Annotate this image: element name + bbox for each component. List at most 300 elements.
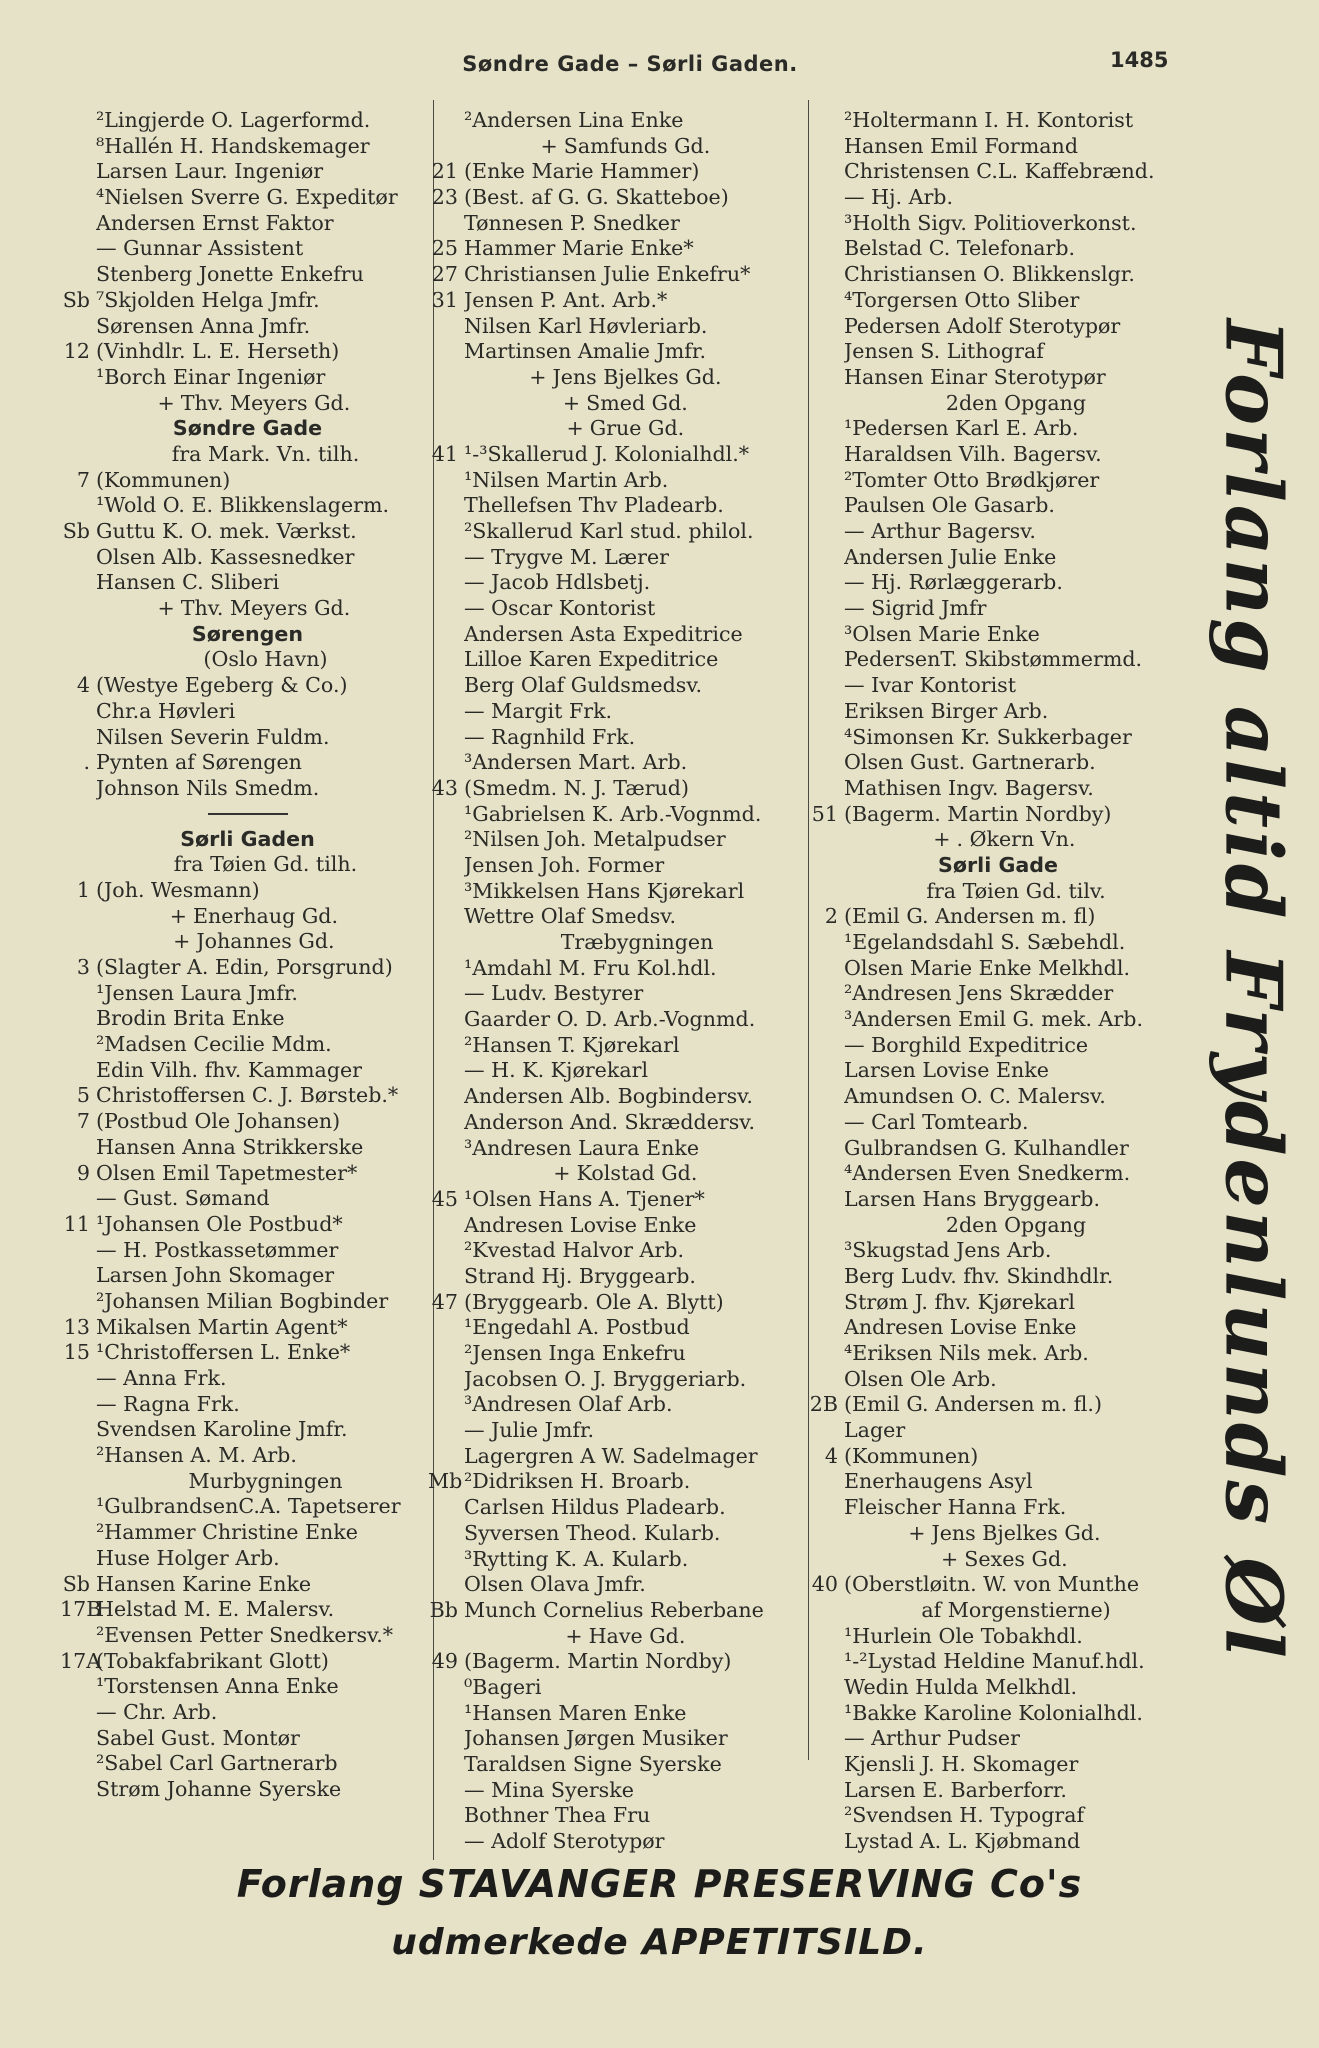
- directory-entry: [808, 185, 1188, 211]
- house-number: [60, 545, 96, 571]
- entry-text: — Gunnar Assistent: [96, 236, 304, 261]
- directory-entry: [428, 1264, 810, 1290]
- directory-entry: [808, 391, 1188, 417]
- house-number: [808, 1290, 844, 1316]
- directory-entry: [60, 1263, 435, 1289]
- directory-entry: [60, 852, 435, 878]
- directory-entry: [428, 622, 810, 648]
- entry-text: — Mina Syerske: [464, 1777, 634, 1802]
- directory-entry: [60, 1674, 435, 1700]
- house-number: [808, 622, 844, 648]
- directory-entry: [428, 1624, 810, 1650]
- directory-entry: [808, 1495, 1188, 1521]
- entry-text: ¹Wold O. E. Blikkenslagerm.: [96, 493, 390, 518]
- entry-text: Andersen Alb. Bogbindersv.: [464, 1084, 753, 1109]
- directory-entry: [428, 1778, 810, 1804]
- house-number: [808, 519, 844, 545]
- entry-text: ²Hammer Christine Enke: [96, 1520, 358, 1545]
- house-number: +: [169, 903, 187, 928]
- directory-entry: [60, 1340, 435, 1366]
- directory-entry: [428, 725, 810, 751]
- entry-text: Sexes Gd.: [964, 1546, 1068, 1571]
- entry-text: Kjensli J. H. Skomager: [844, 1752, 1079, 1776]
- house-number: [808, 1136, 844, 1162]
- house-number: [60, 725, 96, 751]
- house-number: +: [173, 929, 191, 954]
- entry-text: Sabel Gust. Montør: [96, 1725, 300, 1750]
- house-number: 51: [811, 801, 838, 826]
- directory-entry: [808, 1187, 1188, 1213]
- entry-text: — Hj. Arb.: [844, 185, 954, 210]
- house-number: Sb: [62, 287, 90, 312]
- entry-text: Murbygningen: [188, 1468, 343, 1493]
- directory-entry: [808, 673, 1188, 699]
- house-number: [808, 493, 844, 519]
- entry-text: Sørensen Anna Jmfr.: [96, 313, 311, 338]
- house-number: [808, 545, 844, 571]
- entry-text: fra Tøien Gd. tilh.: [173, 852, 358, 877]
- entry-text: Thv. Meyers Gd.: [180, 390, 351, 415]
- house-number: [60, 1443, 96, 1469]
- house-number: 7: [76, 1109, 90, 1134]
- entry-text: — Adolf Sterotypør: [464, 1829, 665, 1854]
- house-number: [428, 596, 464, 622]
- directory-entry: [60, 1083, 435, 1109]
- directory-entry: [428, 442, 810, 468]
- entry-text: Edin Vilh. fhv. Kammager: [96, 1057, 363, 1082]
- house-number: [808, 1701, 844, 1727]
- house-number: Sb: [62, 1571, 90, 1596]
- house-number: [428, 1752, 464, 1778]
- directory-entry: [60, 159, 435, 185]
- directory-entry: [808, 622, 1188, 648]
- house-number: 40: [811, 1572, 838, 1597]
- entry-text: — Trygve M. Lærer: [464, 544, 669, 569]
- entry-text: Kolstad Gd.: [576, 1161, 698, 1186]
- directory-entry: [428, 1110, 810, 1136]
- entry-text: ²Nilsen Joh. Metalpudser: [464, 827, 726, 852]
- directory-entry: [60, 1649, 435, 1675]
- directory-entry: [428, 1007, 810, 1033]
- entry-text: — Arthur Pudser: [844, 1726, 1020, 1751]
- entry-text: ²Evensen Petter Snedkersv.*: [96, 1622, 394, 1647]
- entry-text: Berg Ludv. fhv. Skindhdlr.: [844, 1263, 1114, 1288]
- directory-entry: [60, 1186, 435, 1212]
- entry-text: Paulsen Ole Gasarb.: [844, 493, 1055, 518]
- directory-entry: [428, 211, 810, 237]
- directory-entry: [808, 211, 1188, 237]
- entry-text: ¹Borch Einar Ingeniør: [96, 364, 326, 389]
- entry-text: Thellefsen Thv Pladearb.: [464, 493, 724, 518]
- entry-text: ¹Hurlein Ole Tobakhdl.: [844, 1623, 1083, 1648]
- directory-entry: [428, 1726, 810, 1752]
- entry-text: Hansen Karine Enke: [96, 1571, 312, 1596]
- entry-text: ¹Christoffersen L. Enke*: [96, 1340, 351, 1365]
- entry-text: Haraldsen Vilh. Bagersv.: [844, 441, 1102, 466]
- house-number: [428, 1007, 464, 1033]
- house-number: [60, 1494, 96, 1520]
- directory-entry: [60, 1006, 435, 1032]
- entry-text: ³Andresen Olaf Arb.: [464, 1392, 673, 1417]
- directory-entry: [428, 519, 810, 545]
- house-number: [808, 1033, 844, 1059]
- house-number: 45: [431, 1186, 458, 1211]
- directory-entry: [808, 879, 1188, 905]
- entry-text: Huse Holger Arb.: [96, 1545, 280, 1570]
- house-number: [808, 236, 844, 262]
- directory-entry: [428, 391, 810, 417]
- entry-text: (Best. af G. G. Skatteboe): [464, 185, 729, 210]
- entry-text: ¹Egelandsdahl S. Sæbehdl.: [844, 930, 1126, 954]
- house-number: [428, 1803, 464, 1829]
- directory-entry: [60, 545, 435, 571]
- entry-text: Olsen Marie Enke Melkhdl.: [844, 955, 1130, 980]
- house-number: +: [157, 390, 175, 415]
- house-number: [60, 776, 96, 802]
- house-number: [808, 1315, 844, 1341]
- house-number: [808, 262, 844, 288]
- house-number: 13: [63, 1314, 90, 1339]
- house-number: [60, 159, 96, 185]
- house-number: [60, 1417, 96, 1443]
- entry-text: Nilsen Severin Fuldm.: [96, 724, 330, 749]
- entry-text: Jacobsen O. J. Bryggeriarb.: [464, 1366, 747, 1391]
- entry-text: (Kommunen): [96, 467, 231, 492]
- house-number: [60, 981, 96, 1007]
- directory-entry: [60, 878, 435, 904]
- house-number: 4: [76, 673, 90, 698]
- entry-text: Larsen Hans Bryggearb.: [844, 1186, 1100, 1211]
- directory-entry: [808, 699, 1188, 725]
- house-number: [428, 1495, 464, 1521]
- directory-entry: [428, 134, 810, 160]
- house-number: +: [157, 596, 175, 621]
- entry-text: Andersen Ernst Faktor: [96, 210, 334, 235]
- house-number: [428, 1136, 464, 1162]
- directory-entry: [60, 1777, 435, 1803]
- entry-text: ²Hansen A. M. Arb.: [96, 1443, 297, 1468]
- entry-text: Smed Gd.: [586, 390, 688, 415]
- entry-text: (Bagerm. Martin Nordby): [464, 1649, 732, 1674]
- entry-text: (Enke Marie Hammer): [464, 159, 700, 184]
- directory-entry: [428, 981, 810, 1007]
- directory-entry: [60, 647, 435, 673]
- directory-entry: [428, 1444, 810, 1470]
- directory-entry: [428, 288, 810, 314]
- directory-entry: [60, 1572, 435, 1598]
- directory-entry: [60, 493, 435, 519]
- entry-text: ³Andersen Mart. Arb.: [464, 750, 688, 775]
- house-number: [60, 1520, 96, 1546]
- house-number: [60, 1186, 96, 1212]
- house-number: [428, 468, 464, 494]
- house-number: [808, 468, 844, 494]
- directory-entry: [808, 1726, 1188, 1752]
- directory-entry: [808, 1778, 1188, 1804]
- directory-entry: [428, 802, 810, 828]
- directory-entry: [808, 647, 1188, 673]
- entry-text: ³Rytting K. A. Kularb.: [464, 1546, 689, 1571]
- directory-entry: [428, 1315, 810, 1341]
- entry-text: . Økern Vn.: [956, 827, 1076, 852]
- directory-entry: [60, 288, 435, 314]
- directory-entry: [60, 185, 435, 211]
- entry-text: ¹Hansen Maren Enke: [464, 1700, 687, 1725]
- house-number: [60, 1238, 96, 1264]
- house-number: [808, 314, 844, 340]
- house-number: [808, 1675, 844, 1701]
- entry-text: Jens Bjelkes Gd.: [931, 1520, 1101, 1545]
- house-number: [60, 570, 96, 596]
- house-number: [428, 570, 464, 596]
- entry-text: ²Madsen Cecilie Mdm.: [96, 1032, 332, 1057]
- directory-entry: [60, 468, 435, 494]
- side-advertisement-text: Forlang altid Frydenlunds Øl: [1207, 319, 1298, 1661]
- directory-entry: [428, 853, 810, 879]
- directory-entry: [428, 1290, 810, 1316]
- directory-entry: [808, 776, 1188, 802]
- directory-entry: [808, 1084, 1188, 1110]
- directory-entry: [808, 314, 1188, 340]
- entry-text: ²Andresen Jens Skrædder: [844, 981, 1114, 1006]
- house-number: [428, 879, 464, 905]
- entry-text: ¹Engedahl A. Postbud: [464, 1315, 690, 1340]
- house-number: 31: [431, 287, 458, 312]
- entry-text: ¹Bakke Karoline Kolonialhdl.: [844, 1700, 1143, 1725]
- house-number: 12: [63, 339, 90, 364]
- directory-entry: [428, 1701, 810, 1727]
- entry-text: Hansen Anna Strikkerske: [96, 1134, 364, 1159]
- directory-entry: [808, 416, 1188, 442]
- directory-entry: [60, 365, 435, 391]
- directory-entry: [60, 1546, 435, 1572]
- directory-entry: [808, 802, 1188, 828]
- directory-entry: [808, 545, 1188, 571]
- entry-text: ⁴Eriksen Nils mek. Arb.: [844, 1341, 1089, 1365]
- house-number: 49: [431, 1649, 458, 1674]
- house-number: [428, 493, 464, 519]
- directory-entry: [60, 1751, 435, 1777]
- house-number: [808, 750, 844, 776]
- entry-text: — Julie Jmfr.: [464, 1418, 595, 1443]
- entry-text: ³Olsen Marie Enke: [844, 621, 1040, 646]
- directory-entry: [808, 1341, 1188, 1367]
- entry-text: Lystad A. L. Kjøbmand: [844, 1829, 1081, 1854]
- bottom-advertisement-line-1: Forlang STAVANGER PRESERVING Co's: [236, 1862, 1083, 1906]
- entry-text: ³Mikkelsen Hans Kjørekarl: [464, 878, 745, 903]
- directory-entry: [60, 1135, 435, 1161]
- house-number: [153, 1469, 189, 1495]
- directory-entry: [60, 570, 435, 596]
- entry-text: ¹Pedersen Karl E. Arb.: [844, 416, 1079, 441]
- entry-text: Gulbrandsen G. Kulhandler: [844, 1135, 1129, 1160]
- entry-text: — Ragna Frk.: [96, 1391, 240, 1416]
- entry-text: Andresen Lovise Enke: [844, 1315, 1077, 1340]
- house-number: [428, 1110, 464, 1136]
- house-number: [428, 802, 464, 828]
- house-number: [428, 853, 464, 879]
- house-number: [428, 314, 464, 340]
- directory-entry: [808, 442, 1188, 468]
- house-number: +: [562, 390, 581, 415]
- house-number: [60, 1263, 96, 1289]
- side-advertisement: [1195, 319, 1310, 1661]
- entry-text: Fleischer Hanna Frk.: [844, 1495, 1067, 1520]
- house-number: [428, 673, 464, 699]
- directory-entry: [428, 1469, 810, 1495]
- entry-text: ²Jensen Inga Enkefru: [464, 1341, 686, 1365]
- directory-entry: [428, 1136, 810, 1162]
- entry-text: ¹-²Lystad Heldine Manuf.hdl.: [844, 1649, 1145, 1674]
- directory-entry: [808, 1033, 1188, 1059]
- house-number: [808, 134, 844, 160]
- directory-entry: [808, 159, 1188, 185]
- directory-entry: [428, 1392, 810, 1418]
- entry-text: Johnson Nils Smedm.: [96, 775, 320, 800]
- house-number: [60, 1726, 96, 1752]
- house-number: [808, 1726, 844, 1752]
- entry-text: Berg Olaf Guldsmedsv.: [464, 673, 703, 698]
- directory-entry: [808, 1367, 1188, 1393]
- house-number: [808, 647, 844, 673]
- directory-entry: [808, 1290, 1188, 1316]
- house-number: [428, 1264, 464, 1290]
- entry-text: ⁴Nielsen Sverre G. Expeditør: [96, 185, 398, 210]
- directory-entry: [428, 1572, 810, 1598]
- entry-text: (Kommunen): [844, 1443, 979, 1468]
- entry-text: Gaarder O. D. Arb.-Vognmd.: [464, 1007, 756, 1032]
- house-number: 5: [76, 1083, 90, 1108]
- directory-entry: [808, 1598, 1188, 1624]
- directory-entry: [60, 442, 435, 468]
- house-number: 2B: [809, 1392, 838, 1417]
- entry-text: ³Andresen Laura Enke: [464, 1135, 700, 1160]
- house-number: [808, 596, 844, 622]
- entry-text: Christensen C.L. Kaffebrænd.: [844, 159, 1155, 184]
- house-number: [428, 827, 464, 853]
- entry-text: — Oscar Kontorist: [464, 596, 656, 621]
- entry-text: (Tobakfabrikant Glott): [96, 1648, 329, 1673]
- entry-text: ²Lingjerde O. Lagerformd.: [96, 108, 371, 132]
- house-number: Bb: [429, 1597, 458, 1622]
- entry-text: ¹Olsen Hans A. Tjener*: [464, 1186, 705, 1211]
- entry-text: Lilloe Karen Expeditrice: [464, 647, 719, 672]
- directory-entry: [428, 1598, 810, 1624]
- entry-text: Larsen Lovise Enke: [844, 1058, 1049, 1083]
- entry-text: Munch Cornelius Reberbane: [464, 1597, 764, 1622]
- house-number: [808, 956, 844, 982]
- directory-entry: [60, 519, 435, 545]
- entry-text: (Emil G. Andersen m. fl): [844, 904, 1096, 929]
- directory-entry: [60, 1443, 435, 1469]
- house-number: +: [908, 1520, 926, 1545]
- house-number: [428, 1392, 464, 1418]
- entry-text: ⁴Torgersen Otto Sliber: [844, 287, 1080, 312]
- house-number: 21: [431, 159, 458, 184]
- house-number: [808, 699, 844, 725]
- directory-entry: [428, 468, 810, 494]
- house-number: [60, 493, 96, 519]
- house-number: [428, 1701, 464, 1727]
- entry-text: Pynten af Sørengen: [96, 750, 302, 775]
- entry-text: Amundsen O. C. Malersv.: [844, 1084, 1106, 1109]
- house-number: 2: [824, 904, 838, 929]
- directory-entry: [60, 108, 435, 134]
- directory-entry: [428, 1187, 810, 1213]
- house-number: 9: [76, 1160, 90, 1185]
- entry-text: (Westye Egeberg & Co.): [96, 673, 348, 698]
- directory-entry: [60, 1392, 435, 1418]
- directory-entry: [428, 1238, 810, 1264]
- entry-text: ⁴Simonsen Kr. Sukkerbager: [844, 724, 1132, 749]
- directory-entry: [428, 1752, 810, 1778]
- entry-text: ²Skallerud Karl stud. philol.: [464, 519, 754, 543]
- house-number: [428, 545, 464, 571]
- house-number: [808, 673, 844, 699]
- entry-text: Olsen Olava Jmfr.: [464, 1572, 646, 1597]
- entry-text: — Sigrid Jmfr: [844, 596, 987, 621]
- directory-entry: [808, 1264, 1188, 1290]
- entry-text: Enerhaug Gd.: [192, 903, 339, 928]
- entry-text: Andresen Lovise Enke: [464, 1212, 697, 1237]
- directory-entry: [808, 1624, 1188, 1650]
- directory-entry: [808, 827, 1188, 853]
- entry-text: Christiansen Julie Enkefru*: [464, 262, 751, 287]
- entry-text: Svendsen Karoline Jmfr.: [96, 1417, 348, 1442]
- house-number: [428, 1521, 464, 1547]
- entry-text: Helstad M. E. Malersv.: [96, 1597, 335, 1622]
- directory-entry: [428, 699, 810, 725]
- entry-text: Olsen Ole Arb.: [844, 1366, 997, 1391]
- entry-text: Syversen Theod. Kularb.: [464, 1520, 721, 1545]
- directory-entry: [808, 725, 1188, 751]
- street-heading: [808, 853, 1188, 879]
- directory-entry: [60, 776, 435, 802]
- house-number: [60, 1546, 96, 1572]
- directory-entry: [808, 288, 1188, 314]
- entry-text: Wettre Olaf Smedsv.: [464, 904, 677, 929]
- directory-entry: [60, 596, 435, 622]
- directory-entry: [60, 673, 435, 699]
- directory-entry: [808, 1007, 1188, 1033]
- entry-text: (Postbud Ole Johansen): [96, 1109, 341, 1134]
- entry-text: Hammer Marie Enke*: [464, 236, 694, 261]
- house-number: [428, 1033, 464, 1059]
- directory-entry: [808, 108, 1188, 134]
- entry-text: Carlsen Hildus Pladearb.: [464, 1495, 726, 1520]
- directory-entry: [60, 1366, 435, 1392]
- house-number: [60, 1032, 96, 1058]
- entry-text: Jens Bjelkes Gd.: [552, 364, 722, 389]
- entry-text: — Chr. Arb.: [96, 1699, 218, 1724]
- directory-entry: [60, 1212, 435, 1238]
- house-number: [808, 1803, 844, 1829]
- entry-text: Strand Hj. Bryggearb.: [464, 1263, 696, 1288]
- house-number: [60, 314, 96, 340]
- house-number: [910, 391, 946, 417]
- directory-entry: [60, 262, 435, 288]
- entry-text: 2den Opgang: [945, 1212, 1087, 1237]
- house-number: [428, 519, 464, 545]
- directory-entry: [60, 981, 435, 1007]
- directory-entry: [808, 1675, 1188, 1701]
- directory-entry: [808, 1752, 1188, 1778]
- house-number: [808, 1649, 844, 1675]
- directory-entry: [60, 1469, 435, 1495]
- entry-text: Martinsen Amalie Jmfr.: [464, 339, 707, 364]
- directory-entry: [428, 1495, 810, 1521]
- entry-text: ¹Gabrielsen K. Arb.-Vognmd.: [464, 801, 762, 826]
